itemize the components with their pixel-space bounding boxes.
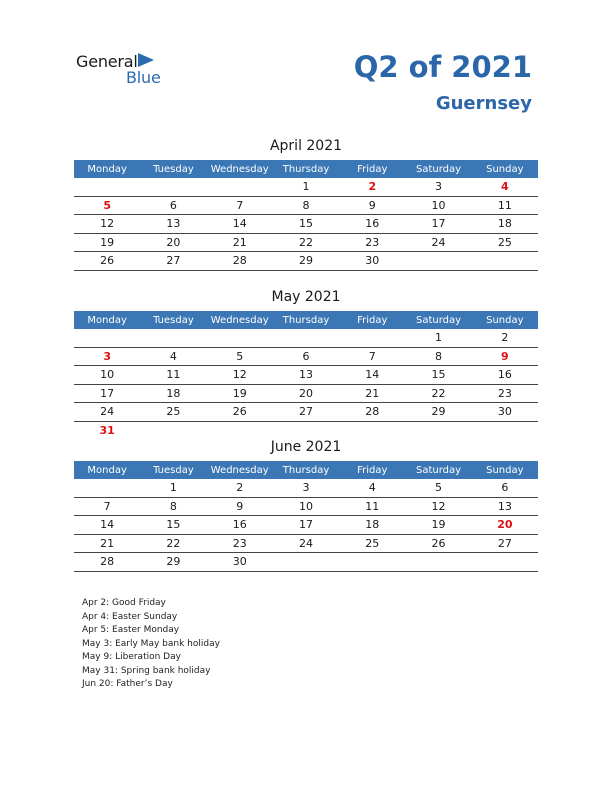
empty-day-cell	[472, 553, 538, 572]
week-row	[74, 366, 538, 385]
weekday-header: Friday	[339, 461, 405, 479]
week-row	[74, 479, 538, 497]
logo-flag-icon	[138, 53, 154, 67]
weekday-header: Tuesday	[140, 160, 206, 178]
day-cell: 14	[339, 366, 405, 385]
day-cell: 13	[472, 497, 538, 516]
month-june	[74, 438, 538, 572]
empty-day-cell	[472, 421, 538, 439]
day-cell: 22	[405, 384, 471, 403]
day-cell: 25	[472, 233, 538, 252]
day-cell: 15	[405, 366, 471, 385]
day-cell: 28	[74, 553, 140, 572]
empty-day-cell	[207, 329, 273, 347]
day-cell: 29	[273, 252, 339, 271]
day-cell: 7	[207, 196, 273, 215]
holiday-note: May 31: Spring bank holiday	[82, 665, 211, 676]
day-cell: 21	[74, 534, 140, 553]
day-cell: 6	[472, 479, 538, 497]
day-cell: 27	[140, 252, 206, 271]
day-cell: 8	[405, 347, 471, 366]
day-cell: 6	[273, 347, 339, 366]
day-cell: 25	[140, 403, 206, 422]
page-title: Q2 of 2021	[353, 50, 532, 84]
day-cell: 28	[207, 252, 273, 271]
day-cell: 4	[140, 347, 206, 366]
weekday-header: Saturday	[405, 160, 471, 178]
calendar-table	[74, 311, 538, 439]
day-cell: 26	[207, 403, 273, 422]
day-cell: 11	[140, 366, 206, 385]
month-title: June 2021	[270, 439, 342, 455]
weekday-header: Monday	[74, 311, 140, 329]
weekday-header: Friday	[339, 311, 405, 329]
weekday-header: Thursday	[273, 311, 339, 329]
logo-text-general: General	[76, 52, 138, 71]
weekday-header-row	[74, 311, 538, 329]
holiday-note: May 3: Early May bank holiday	[82, 638, 220, 649]
week-row	[74, 516, 538, 535]
empty-day-cell	[405, 421, 471, 439]
day-cell: 17	[74, 384, 140, 403]
empty-day-cell	[273, 329, 339, 347]
day-cell: 7	[74, 497, 140, 516]
week-row	[74, 178, 538, 196]
empty-day-cell	[140, 178, 206, 196]
day-cell: 13	[140, 215, 206, 234]
weekday-header: Saturday	[405, 311, 471, 329]
day-cell: 21	[207, 233, 273, 252]
day-cell: 15	[140, 516, 206, 535]
week-row	[74, 252, 538, 271]
empty-day-cell	[207, 421, 273, 439]
day-cell: 8	[140, 497, 206, 516]
empty-day-cell	[339, 553, 405, 572]
day-cell: 22	[140, 534, 206, 553]
empty-day-cell	[74, 178, 140, 196]
day-cell: 1	[273, 178, 339, 196]
day-cell: 19	[207, 384, 273, 403]
day-cell: 1	[405, 329, 471, 347]
empty-day-cell	[472, 252, 538, 271]
week-row	[74, 497, 538, 516]
day-cell: 10	[74, 366, 140, 385]
week-row	[74, 329, 538, 347]
week-row	[74, 233, 538, 252]
weekday-header: Tuesday	[140, 461, 206, 479]
day-cell: 20	[140, 233, 206, 252]
day-cell: 31	[99, 423, 115, 437]
empty-day-cell	[140, 329, 206, 347]
holiday-note: Apr 2: Good Friday	[82, 598, 166, 608]
month-may	[74, 288, 538, 439]
week-row	[74, 384, 538, 403]
day-cell: 19	[74, 233, 140, 252]
day-cell: 15	[273, 215, 339, 234]
calendar-table	[74, 160, 538, 271]
day-cell: 8	[273, 196, 339, 215]
day-cell: 3	[74, 347, 140, 366]
month-april	[74, 137, 538, 271]
day-cell: 26	[74, 252, 140, 271]
weekday-header: Thursday	[273, 461, 339, 479]
weekday-header: Tuesday	[140, 311, 206, 329]
day-cell: 3	[273, 479, 339, 497]
weekday-header: Sunday	[472, 311, 538, 329]
weekday-header: Sunday	[472, 160, 538, 178]
day-cell: 23	[339, 233, 405, 252]
day-cell: 10	[273, 497, 339, 516]
day-cell: 5	[405, 479, 471, 497]
empty-day-cell	[140, 421, 206, 439]
day-cell: 1	[140, 479, 206, 497]
day-cell: 24	[273, 534, 339, 553]
week-row	[74, 403, 538, 422]
month-title: May 2021	[271, 289, 341, 305]
day-cell: 12	[405, 497, 471, 516]
weekday-header: Monday	[74, 461, 140, 479]
day-cell: 29	[405, 403, 471, 422]
day-cell: 16	[339, 215, 405, 234]
day-cell: 20	[472, 516, 538, 535]
week-row	[74, 215, 538, 234]
day-cell: 9	[339, 196, 405, 215]
day-cell: 21	[339, 384, 405, 403]
day-cell: 12	[207, 366, 273, 385]
day-cell: 23	[472, 384, 538, 403]
day-cell: 22	[273, 233, 339, 252]
day-cell: 2	[339, 178, 405, 196]
weekday-header: Monday	[74, 160, 140, 178]
day-cell: 25	[339, 534, 405, 553]
day-cell: 3	[405, 178, 471, 196]
day-cell: 14	[207, 215, 273, 234]
day-cell: 14	[74, 516, 140, 535]
weekday-header: Saturday	[405, 461, 471, 479]
holiday-notes	[82, 597, 220, 692]
empty-day-cell	[273, 421, 339, 439]
day-cell: 27	[273, 403, 339, 422]
day-cell: 18	[140, 384, 206, 403]
weekday-header: Sunday	[472, 461, 538, 479]
holiday-note: Apr 5: Easter Monday	[82, 625, 180, 635]
logo-text-blue: Blue	[126, 68, 161, 87]
day-cell: 11	[339, 497, 405, 516]
day-cell: 9	[472, 347, 538, 366]
logo	[76, 52, 176, 92]
holiday-note: Apr 4: Easter Sunday	[82, 611, 178, 622]
day-cell: 26	[405, 534, 471, 553]
day-cell: 23	[207, 534, 273, 553]
week-row	[74, 553, 538, 572]
week-row	[74, 347, 538, 366]
day-cell: 13	[273, 366, 339, 385]
day-cell: 12	[74, 215, 140, 234]
weekday-header-row	[74, 461, 538, 479]
day-cell: 24	[74, 403, 140, 422]
day-cell: 2	[472, 329, 538, 347]
day-cell: 5	[74, 196, 140, 215]
weekday-header: Friday	[339, 160, 405, 178]
empty-day-cell	[405, 553, 471, 572]
weekday-header-row	[74, 160, 538, 178]
week-row	[74, 196, 538, 215]
empty-day-cell	[74, 479, 140, 497]
day-cell: 16	[472, 366, 538, 385]
empty-day-cell	[273, 553, 339, 572]
day-cell: 30	[472, 403, 538, 422]
day-cell: 28	[339, 403, 405, 422]
weekday-header: Thursday	[273, 160, 339, 178]
day-cell: 7	[339, 347, 405, 366]
empty-day-cell	[207, 178, 273, 196]
day-cell: 4	[472, 178, 538, 196]
empty-day-cell	[339, 329, 405, 347]
calendar-table	[74, 461, 538, 572]
holiday-note: Jun 20: Father’s Day	[82, 679, 173, 689]
day-cell: 27	[472, 534, 538, 553]
holiday-note: May 9: Liberation Day	[82, 652, 181, 662]
country-name: Guernsey	[435, 93, 532, 114]
day-cell: 11	[472, 196, 538, 215]
empty-day-cell	[405, 252, 471, 271]
day-cell: 19	[405, 516, 471, 535]
weekday-header: Wednesday	[207, 461, 273, 479]
day-cell: 2	[207, 479, 273, 497]
day-cell: 18	[472, 215, 538, 234]
day-cell: 30	[339, 252, 405, 271]
week-row	[74, 534, 538, 553]
day-cell: 4	[339, 479, 405, 497]
day-cell: 10	[405, 196, 471, 215]
day-cell: 5	[207, 347, 273, 366]
day-cell: 6	[140, 196, 206, 215]
empty-day-cell	[74, 329, 140, 347]
day-cell: 29	[140, 553, 206, 572]
day-cell: 16	[207, 516, 273, 535]
day-cell: 17	[273, 516, 339, 535]
week-row	[74, 421, 538, 439]
day-cell: 18	[339, 516, 405, 535]
weekday-header: Wednesday	[207, 160, 273, 178]
day-cell: 17	[405, 215, 471, 234]
day-cell: 20	[273, 384, 339, 403]
empty-day-cell	[339, 421, 405, 439]
month-title: April 2021	[269, 138, 343, 154]
day-cell: 24	[405, 233, 471, 252]
day-cell: 9	[207, 497, 273, 516]
weekday-header: Wednesday	[207, 311, 273, 329]
day-cell: 30	[207, 553, 273, 572]
